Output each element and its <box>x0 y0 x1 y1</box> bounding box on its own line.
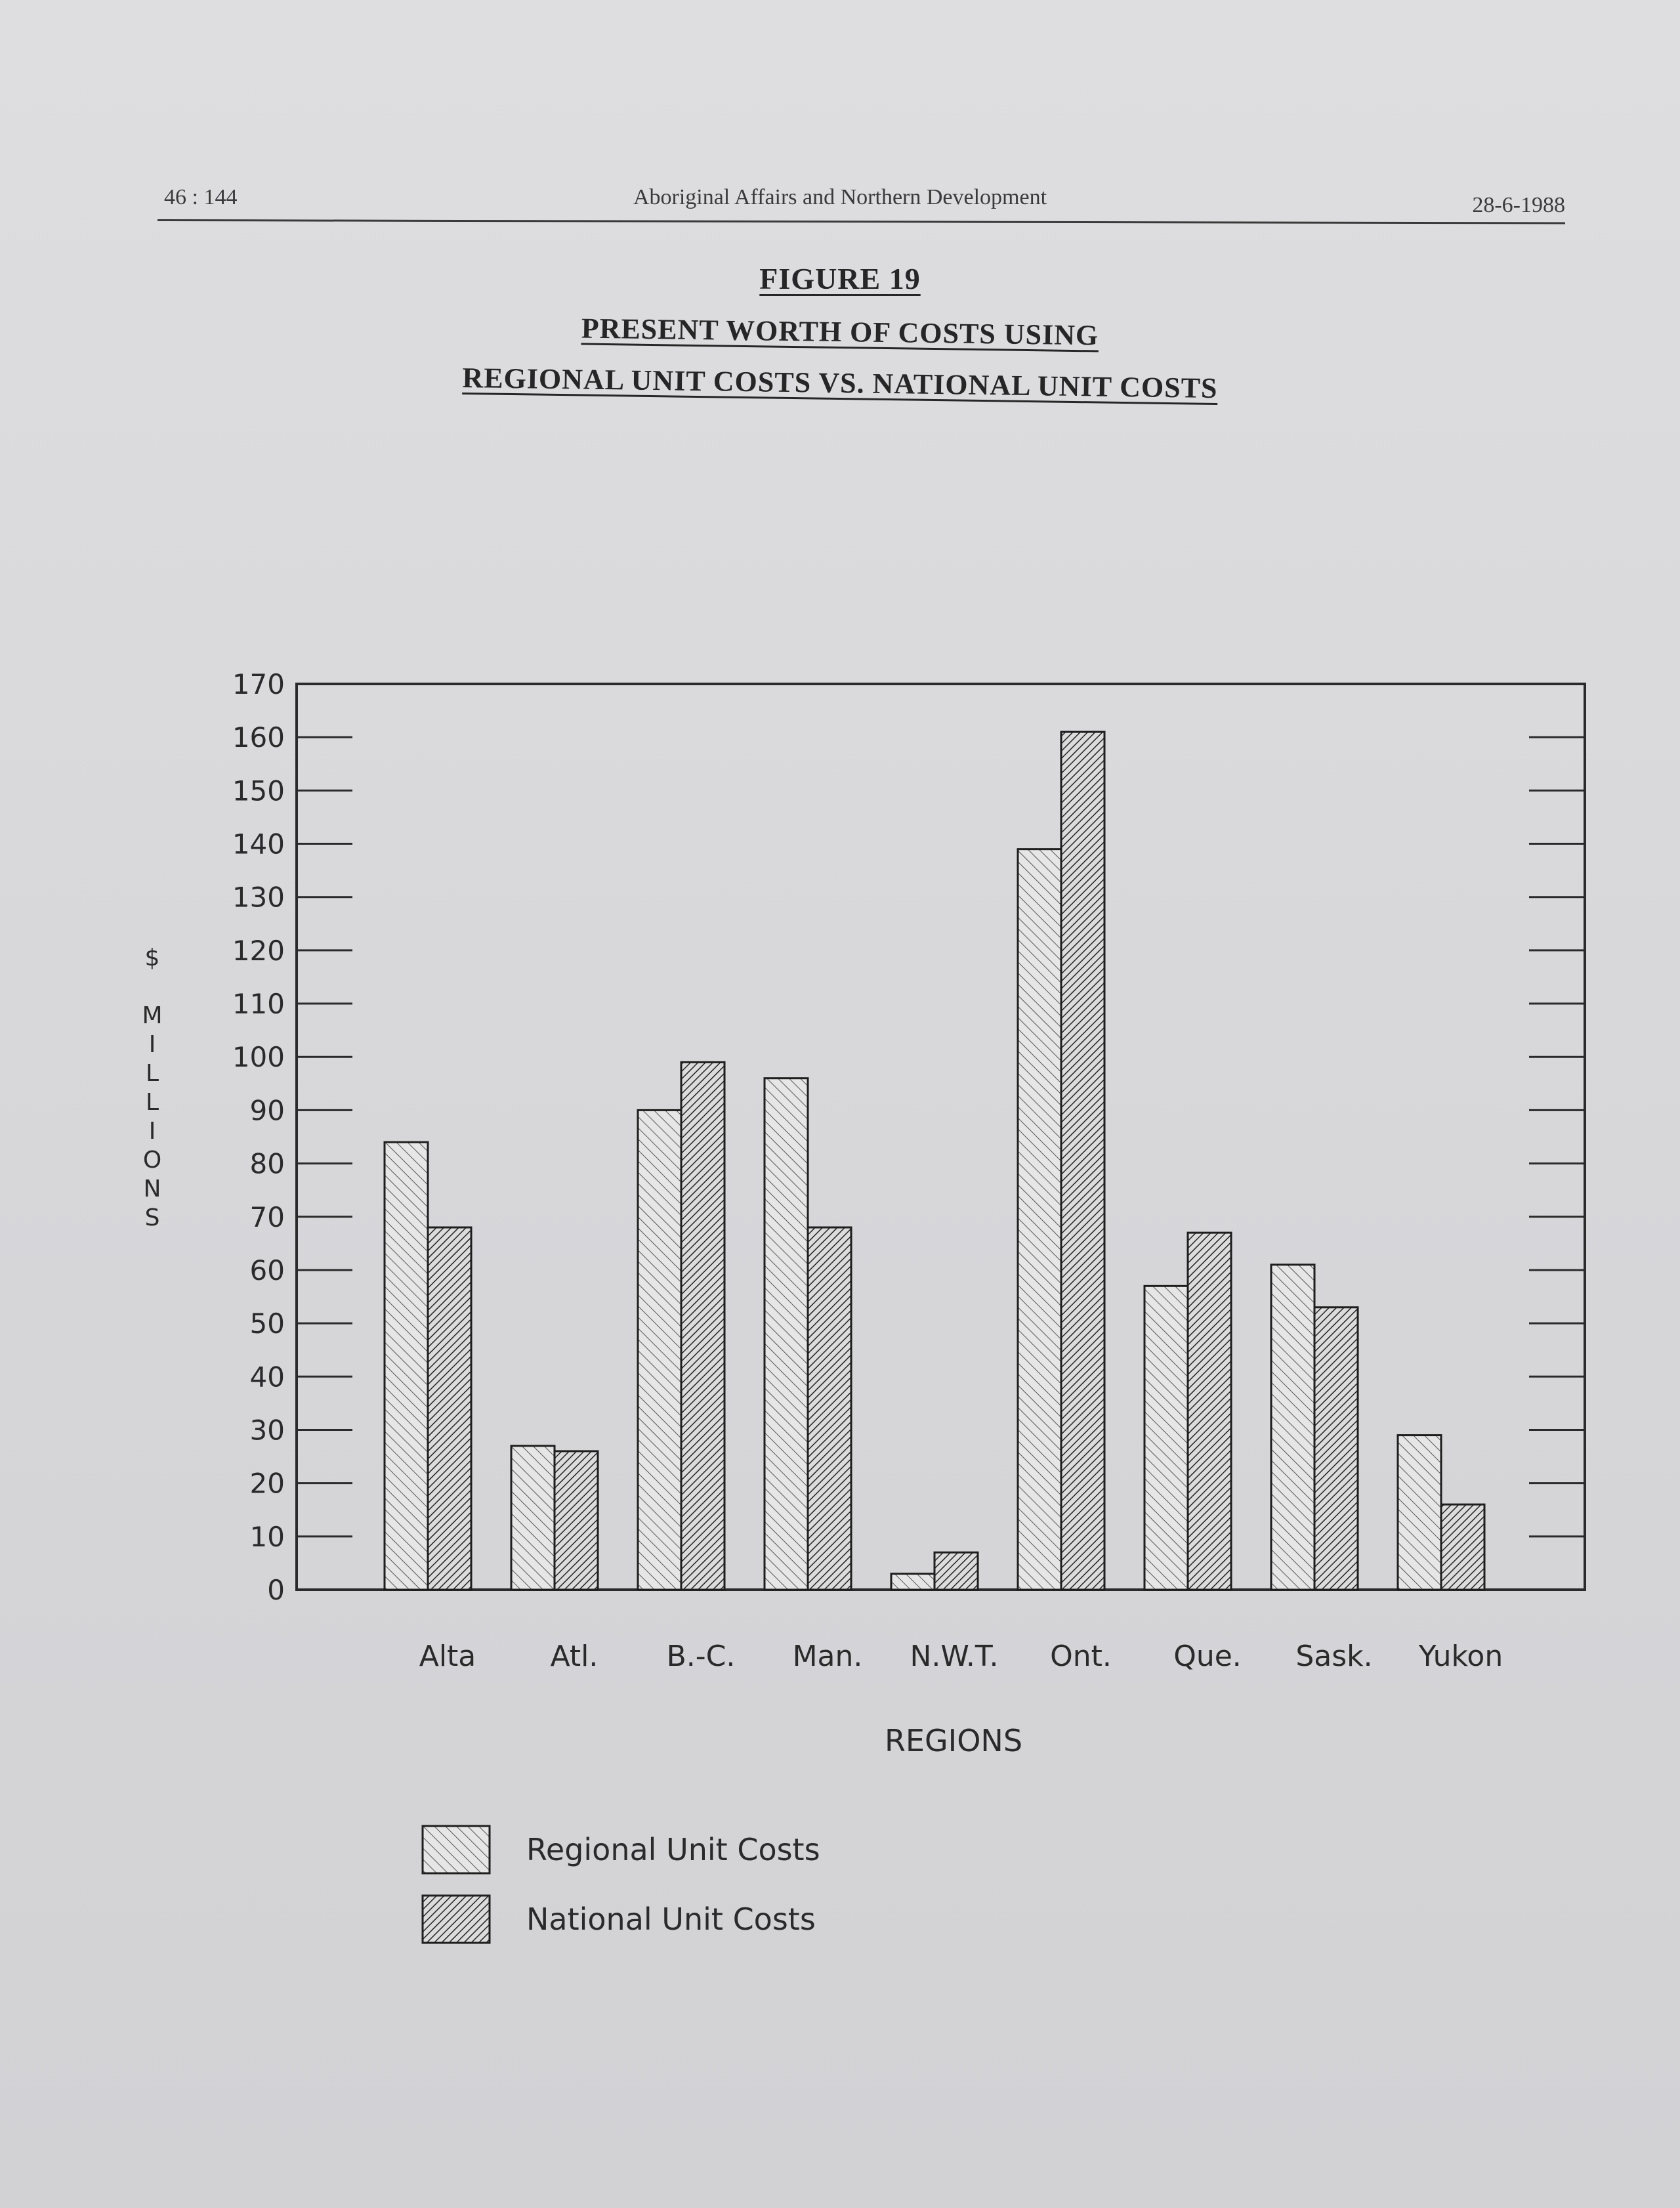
y-tick-label: 70 <box>249 1200 285 1233</box>
bar-regional <box>638 1110 681 1590</box>
bar-regional <box>1398 1435 1441 1590</box>
bar-regional <box>765 1078 808 1590</box>
y-axis-label-char: S <box>144 1204 160 1231</box>
x-tick-label: Alta <box>419 1640 476 1673</box>
y-tick-label: 90 <box>249 1094 285 1127</box>
legend-swatch-national <box>423 1896 490 1943</box>
bar-national <box>1314 1307 1358 1590</box>
y-tick-label: 10 <box>249 1520 285 1553</box>
bar-national <box>681 1062 724 1590</box>
y-tick-label: 60 <box>249 1254 285 1286</box>
figure-title-line-2: REGIONAL UNIT COSTS VS. NATIONAL UNIT COSTS <box>462 361 1218 405</box>
plot-frame <box>297 684 1585 1590</box>
bar-national <box>1188 1233 1231 1590</box>
bar-regional <box>1018 849 1061 1590</box>
y-tick-label: 20 <box>249 1467 285 1500</box>
header-date: 28-6-1988 <box>1472 193 1565 217</box>
x-tick-label: Sask. <box>1295 1640 1373 1673</box>
bar-national <box>428 1227 471 1590</box>
y-tick-label: 130 <box>232 881 285 914</box>
x-axis-title: REGIONS <box>884 1723 1023 1758</box>
y-tick-label: 160 <box>232 721 285 754</box>
x-tick-label: Ont. <box>1050 1640 1112 1673</box>
y-axis-label-char: M <box>142 1002 163 1029</box>
y-axis-label-char: I <box>148 1118 156 1145</box>
running-header-title: Aboriginal Affairs and Northern Development <box>633 185 1047 209</box>
bar-regional <box>511 1446 555 1590</box>
chart-plot-group <box>232 668 1585 1943</box>
bar-national <box>934 1552 978 1590</box>
y-tick-label: 30 <box>249 1414 285 1447</box>
y-tick-label: 140 <box>232 828 285 860</box>
y-tick-label: 110 <box>232 988 285 1021</box>
bar-regional <box>1271 1265 1314 1590</box>
x-tick-label: Que. <box>1173 1640 1242 1673</box>
bar-national <box>555 1451 598 1590</box>
y-tick-label: 80 <box>249 1147 285 1180</box>
y-tick-label: 100 <box>232 1041 285 1074</box>
x-tick-label: N.W.T. <box>910 1640 999 1673</box>
y-axis-label-char: L <box>145 1089 159 1116</box>
y-axis-label-char: O <box>142 1147 162 1174</box>
y-tick-label: 120 <box>232 934 285 967</box>
y-tick-label: 40 <box>249 1361 285 1393</box>
x-tick-label: Atl. <box>550 1640 598 1673</box>
y-axis-label-char: I <box>148 1031 156 1058</box>
y-axis-label-char: N <box>143 1176 161 1202</box>
y-tick-label: 0 <box>267 1574 285 1606</box>
bar-national <box>808 1227 851 1590</box>
x-tick-label: Yukon <box>1418 1640 1503 1673</box>
y-tick-label: 170 <box>232 668 285 700</box>
x-tick-label: B.-C. <box>666 1640 736 1673</box>
bar-regional <box>891 1574 934 1590</box>
bar-regional <box>1144 1286 1188 1590</box>
figure-title-line-1: PRESENT WORTH OF COSTS USING <box>581 312 1099 352</box>
x-tick-label: Man. <box>792 1640 863 1673</box>
legend-label-national: National Unit Costs <box>526 1901 816 1937</box>
y-axis-label-char: $ <box>144 945 160 971</box>
y-tick-label: 50 <box>249 1307 285 1340</box>
bar-regional <box>385 1142 428 1590</box>
bar-national <box>1441 1504 1484 1590</box>
figure-label: FIGURE 19 <box>759 262 921 295</box>
legend-swatch-regional <box>423 1826 490 1873</box>
page-number: 46 : 144 <box>164 185 238 209</box>
y-tick-label: 150 <box>232 775 285 807</box>
legend-label-regional: Regional Unit Costs <box>526 1832 820 1867</box>
y-axis-label-char: L <box>145 1060 159 1087</box>
bar-national <box>1061 732 1104 1590</box>
